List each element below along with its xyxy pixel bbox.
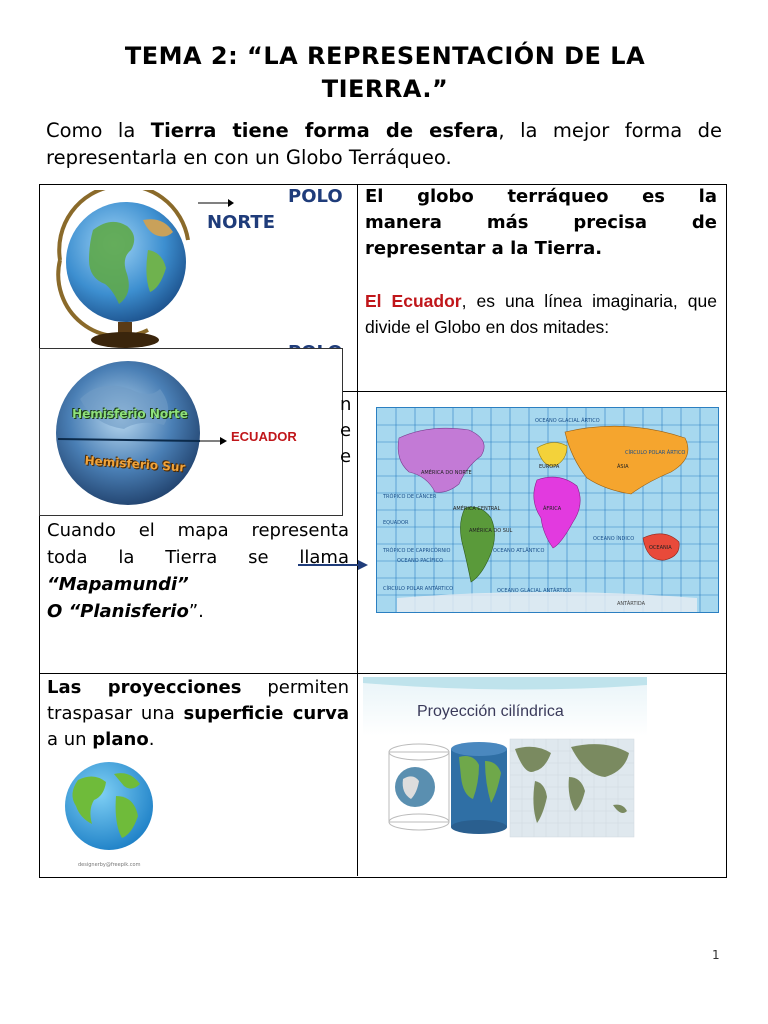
ecuador-term: El Ecuador xyxy=(365,291,462,311)
intro-paragraph xyxy=(46,117,722,171)
world-map-image xyxy=(376,407,719,613)
projection-image xyxy=(363,677,647,873)
image-credit: designerby@freepik.com xyxy=(78,862,141,868)
planisferio-term: Planisferio xyxy=(80,601,189,622)
proyecciones-paragraph xyxy=(47,675,349,753)
map-label-circulo-polar-artico: CÍRCULO POLAR ÁRTICO xyxy=(625,450,686,456)
map-label-africa: ÁFRICA xyxy=(543,506,562,512)
hemisferio-sur-label: Hemisferio Sur xyxy=(84,453,186,475)
ecuador-label: ECUADOR xyxy=(231,429,297,444)
map-label-america-norte: AMÉRICA DO NORTE xyxy=(421,470,472,476)
plano-term: plano xyxy=(92,729,149,750)
superficie-curva-term: superficie curva xyxy=(183,703,349,724)
polo-norte-arrow xyxy=(198,194,234,213)
map-label-tropico-capricornio: TRÓPICO DE CAPRICÓRNIO xyxy=(383,548,451,554)
proyecciones-text-c: . xyxy=(148,729,155,750)
map-label-glacial-artico: OCEANO GLACIAL ÁRTICO xyxy=(535,418,600,424)
earth-globe-image xyxy=(46,752,173,872)
occluded-char-3: e xyxy=(340,446,352,467)
globo-heading-line-2: manera más precisa de xyxy=(365,212,717,233)
ecuador-definition: , es una línea imaginaria, que divide el Globo en dos mitades: xyxy=(365,291,717,337)
table-divider-vertical xyxy=(357,184,358,876)
map-label-antartida: ANTÁRTIDA xyxy=(617,601,646,607)
map-label-europa: EUROPA xyxy=(539,464,560,470)
proyecciones-text-b: a un xyxy=(47,729,93,750)
mapa-text-line-1: Cuando el mapa representa xyxy=(47,520,349,541)
map-label-atlantico: OCEANO ATLÂNTICO xyxy=(493,548,545,554)
map-label-america-sul: AMÉRICA DO SUL xyxy=(469,528,513,534)
map-label-equador: EQUADOR xyxy=(383,520,409,526)
map-label-tropico-cancer: TRÓPICO DE CÂNCER xyxy=(383,494,437,500)
title-line-1: TEMA 2: “LA REPRESENTACIÓN DE LA xyxy=(124,42,646,70)
map-label-asia: ÁSIA xyxy=(617,464,629,470)
map-label-oceania: OCEANIA xyxy=(649,545,672,551)
projection-title: Proyección cilíndrica xyxy=(417,703,564,720)
polo-norte-label-1: POLO xyxy=(288,186,343,207)
globe-with-stand-image xyxy=(48,190,198,350)
hemispheres-figure xyxy=(39,348,343,516)
occluded-char-2: e xyxy=(340,420,352,441)
map-label-circulo-polar-antartico: CÍRCULO POLAR ANTÁRTICO xyxy=(383,586,454,592)
map-label-america-central: AMÉRICA CENTRAL xyxy=(453,506,501,512)
intro-text-1: Como la xyxy=(46,119,151,142)
mapamundi-term: “Mapamundi” xyxy=(47,574,189,595)
hemisferio-norte-label: Hemisferio Norte xyxy=(72,407,188,421)
globo-heading-line-1: El globo terráqueo es la xyxy=(365,186,717,207)
table-divider-row2 xyxy=(39,673,726,674)
map-label-indico: OCEANO ÍNDICO xyxy=(593,536,635,542)
globo-heading-line-3: representar a la Tierra. xyxy=(365,238,603,259)
planisferio-suffix: ”. xyxy=(188,601,204,622)
map-label-pacifico: OCEANO PACÍFICO xyxy=(397,558,444,564)
intro-text-2: , la mejor forma de representarla en con un Globo Terráqueo. xyxy=(46,119,722,169)
page-title xyxy=(60,40,710,106)
ecuador-paragraph xyxy=(365,288,717,340)
polo-norte-label-2: NORTE xyxy=(207,212,275,233)
proyecciones-text-a: permiten traspasar una xyxy=(47,677,349,724)
mapa-arrow xyxy=(298,557,370,576)
occluded-char-1: n xyxy=(340,394,352,415)
page-number: 1 xyxy=(712,948,720,962)
intro-bold: Tierra tiene forma de esfera xyxy=(150,119,499,142)
planisferio-prefix: O “ xyxy=(47,601,81,622)
planisferio-line xyxy=(47,599,204,625)
map-label-glacial-antartico: OCEANO GLACIAL ANTÁRTICO xyxy=(497,588,572,594)
mapa-text-line-2: toda la Tierra se llama xyxy=(47,547,349,568)
proyecciones-term: Las proyecciones xyxy=(47,677,242,698)
title-line-2: TIERRA.” xyxy=(321,75,449,103)
